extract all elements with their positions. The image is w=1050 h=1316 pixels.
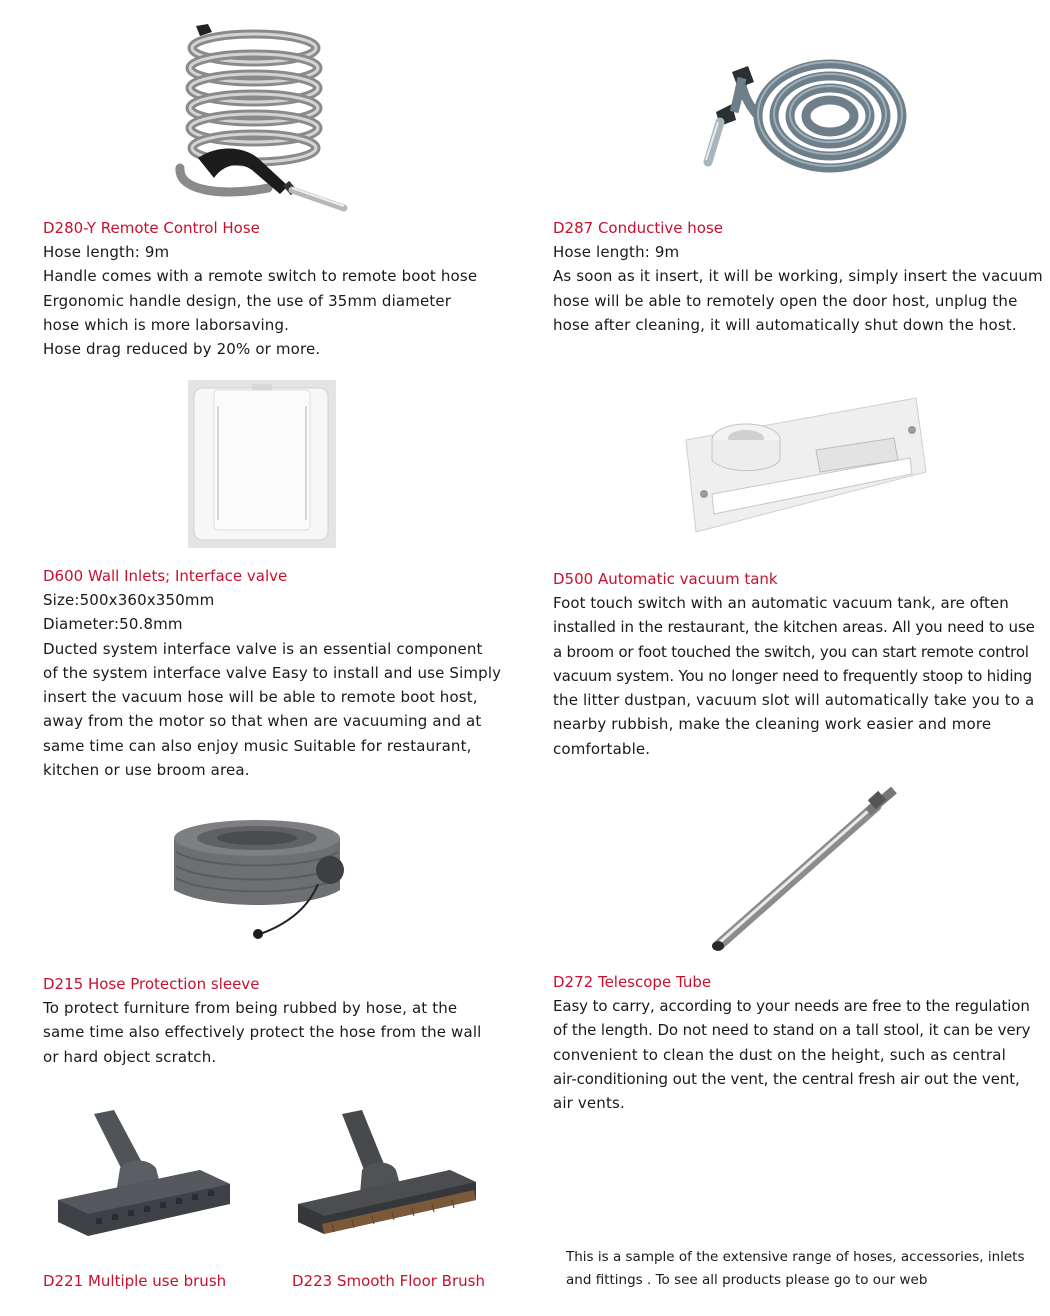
d600-line-3: Ducted system interface valve is an essential component — [43, 639, 483, 658]
d600-title: D600 Wall Inlets; Interface valve — [43, 567, 288, 585]
d600-line-6: away from the motor so that when are vacuuming and at — [43, 712, 482, 731]
d215-sleeve-image — [168, 812, 348, 944]
d272-section — [553, 970, 1030, 1115]
d215-line-3: or hard object scratch. — [43, 1047, 217, 1066]
d287-line-4: hose after cleaning, it will automatically shut down the host. — [553, 315, 1017, 334]
d223-title: D223 Smooth Floor Brush — [292, 1272, 485, 1290]
d280y-line-1: Hose length: 9m — [43, 243, 170, 261]
d500-line-2: installed in the restaurant, the kitchen areas. All you need to use — [553, 618, 1035, 637]
d500-line-1: Foot touch switch with an automatic vacuum tank, are often — [553, 594, 1009, 612]
d600-line-5: insert the vacuum hose will be able to remote boot host, — [43, 688, 478, 707]
d221-section — [43, 1269, 226, 1293]
footer-line-2: and fittings . To see all products please go to our web — [566, 1271, 928, 1288]
d272-line-2: of the length. Do not need to stand on a tall stool, it can be very — [553, 1021, 1031, 1040]
d500-line-5: the litter dustpan, vacuum slot will automatically take you to a — [553, 691, 1035, 710]
d600-section — [43, 564, 501, 782]
d287-title: D287 Conductive hose — [553, 219, 724, 237]
d500-section — [553, 567, 1035, 761]
d223-section — [292, 1269, 485, 1293]
d600-line-1: Size:500x360x350mm — [43, 591, 215, 609]
d287-line-1: Hose length: 9m — [553, 243, 680, 261]
d600-wall-inlet-image — [184, 376, 340, 552]
d500-line-3: a broom or foot touched the switch, you can start remote control — [553, 642, 1029, 661]
d272-telescope-tube-image — [698, 766, 912, 980]
d280y-section — [43, 216, 477, 361]
d272-line-1: Easy to carry, according to your needs are free to the regulation — [553, 997, 1030, 1015]
footer-note — [566, 1246, 1036, 1291]
d287-section — [553, 216, 1043, 337]
d280y-line-5: Hose drag reduced by 20% or more. — [43, 340, 321, 359]
d287-line-3: hose will be able to remotely open the door host, unplug the — [553, 291, 1018, 310]
d280y-hose-image — [168, 18, 350, 214]
d600-line-4: of the system interface valve Easy to install and use Simply — [43, 663, 502, 682]
d280y-line-4: hose which is more laborsaving. — [43, 315, 290, 334]
d221-title: D221 Multiple use brush — [43, 1272, 227, 1290]
d272-line-3: convenient to clean the dust on the height, such as central — [553, 1045, 1006, 1064]
d221-brush-image — [50, 1108, 234, 1244]
d500-title: D500 Automatic vacuum tank — [553, 570, 778, 588]
footer-line-1: This is a sample of the extensive range of hoses, accessories, inlets — [566, 1249, 1025, 1265]
d287-hose-image — [696, 42, 912, 190]
d280y-line-2: Handle comes with a remote switch to remote boot hose — [43, 267, 478, 286]
d272-line-4: air-conditioning out the vent, the central fresh air out the vent, — [553, 1069, 1020, 1088]
d215-line-2: same time also effectively protect the hose from the wall — [43, 1023, 482, 1042]
d215-title: D215 Hose Protection sleeve — [43, 975, 260, 993]
d287-line-2: As soon as it insert, it will be working, simply insert the vacuum — [553, 267, 1043, 286]
d500-line-6: nearby rubbish, make the cleaning work easier and more — [553, 715, 992, 734]
d215-section — [43, 972, 481, 1069]
d600-line-8: kitchen or use broom area. — [43, 761, 250, 780]
d600-line-2: Diameter:50.8mm — [43, 615, 183, 634]
d272-title: D272 Telescope Tube — [553, 973, 712, 991]
d600-line-7: same time can also enjoy music Suitable for restaurant, — [43, 736, 472, 755]
d272-line-5: air vents. — [553, 1094, 625, 1113]
d280y-line-3: Ergonomic handle design, the use of 35mm diameter — [43, 291, 452, 310]
d500-line-7: comfortable. — [553, 739, 651, 758]
d215-line-1: To protect furniture from being rubbed by hose, at the — [43, 999, 458, 1017]
d223-brush-image — [292, 1108, 480, 1244]
d280y-title: D280-Y Remote Control Hose — [43, 219, 260, 237]
d500-vacuum-pan-image — [682, 390, 928, 538]
d500-line-4: vacuum system. You no longer need to frequently stoop to hiding — [553, 666, 1032, 685]
